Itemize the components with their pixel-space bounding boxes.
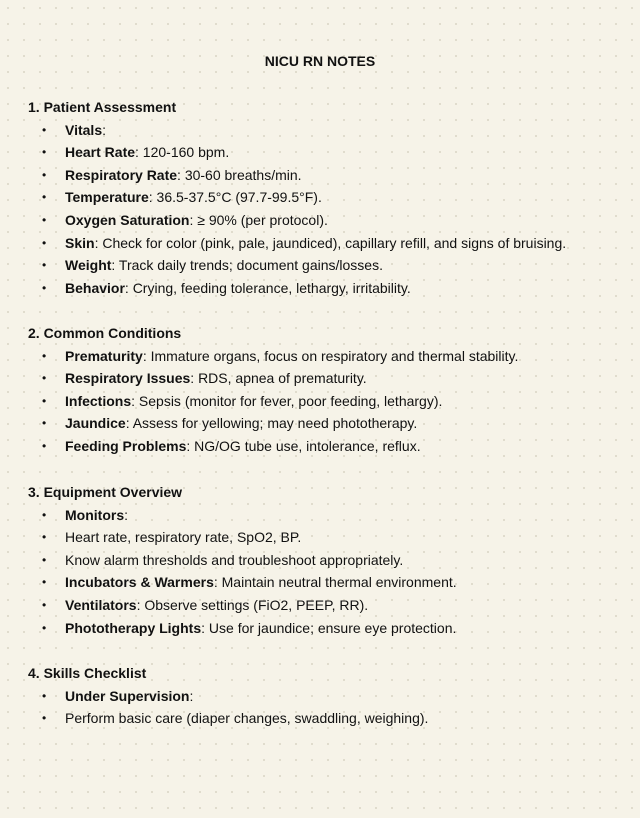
bullet-icon: • <box>42 235 47 250</box>
item-text <box>65 504 128 527</box>
item-label: Ventilators <box>65 596 137 613</box>
item-label: Prematurity <box>65 347 143 364</box>
list-item <box>28 617 628 640</box>
list-item <box>28 549 628 572</box>
item-label: Monitors <box>65 506 125 523</box>
bullet-icon: • <box>42 688 47 703</box>
item-detail: : Crying, feeding tolerance, lethargy, irritability. <box>124 279 411 296</box>
item-label: Jaundice <box>65 415 126 432</box>
page-title: NICU RN NOTES <box>264 53 376 69</box>
item-text <box>65 526 301 549</box>
item-label: Oxygen Saturation <box>65 211 190 228</box>
item-text <box>65 232 566 255</box>
item-label: Infections <box>65 392 132 409</box>
bullet-icon: • <box>42 371 47 386</box>
list-item <box>28 685 628 708</box>
item-text <box>65 549 403 572</box>
item-label: Vitals <box>65 121 103 138</box>
item-text <box>65 617 456 640</box>
list-item <box>28 254 628 277</box>
item-label: Temperature <box>65 189 149 206</box>
list-item <box>28 232 628 255</box>
bullet-icon: • <box>42 620 47 635</box>
bullet-icon: • <box>42 348 47 363</box>
list-item <box>28 390 628 413</box>
list-item <box>28 367 628 390</box>
item-detail: : <box>189 687 194 704</box>
item-text <box>65 435 421 458</box>
item-text <box>65 164 302 187</box>
item-label: Behavior <box>65 279 125 296</box>
section-heading: 1. Patient Assessment <box>28 99 177 115</box>
bullet-icon: • <box>42 393 47 408</box>
list-item <box>28 345 628 368</box>
item-detail: : Observe settings (FiO2, PEEP, RR). <box>136 596 369 613</box>
item-detail: : Maintain neutral thermal environment. <box>213 574 457 591</box>
bullet-icon: • <box>42 122 47 137</box>
list-item <box>28 119 628 142</box>
item-text <box>65 571 457 594</box>
list-item <box>28 277 628 300</box>
item-detail: : RDS, apnea of prematurity. <box>190 370 367 387</box>
item-detail: : Track daily trends; document gains/losses. <box>111 257 383 274</box>
list-item <box>28 707 628 730</box>
bullet-icon: • <box>42 575 47 590</box>
bullet-icon: • <box>42 597 47 612</box>
item-label: Weight <box>65 257 112 274</box>
item-label: Skin <box>65 234 95 251</box>
item-text <box>65 209 328 232</box>
bullet-icon: • <box>42 212 47 227</box>
item-text <box>65 254 383 277</box>
bullet-icon: • <box>42 438 47 453</box>
item-detail: : Use for jaundice; ensure eye protection. <box>201 619 457 636</box>
item-detail: : ≥ 90% (per protocol). <box>189 211 328 228</box>
item-text <box>65 186 322 209</box>
list-item <box>28 164 628 187</box>
list-item <box>28 412 628 435</box>
item-text <box>65 594 368 617</box>
section-4 <box>28 662 628 730</box>
item-detail: : Sepsis (monitor for fever, poor feeding, lethargy). <box>131 392 443 409</box>
bullet-icon: • <box>42 530 47 545</box>
bullet-icon: • <box>42 167 47 182</box>
bullet-icon: • <box>42 145 47 160</box>
section-heading: 2. Common Conditions <box>28 325 182 341</box>
list-item <box>28 186 628 209</box>
item-detail: : <box>124 506 128 523</box>
section-heading: 4. Skills Checklist <box>28 665 147 681</box>
item-detail: Heart rate, respiratory rate, SpO2, BP. <box>65 529 302 546</box>
item-detail: : Immature organs, focus on respiratory and thermal stability. <box>142 347 519 364</box>
bullet-icon: • <box>42 552 47 567</box>
item-detail: Know alarm thresholds and troubleshoot appropriately. <box>65 551 404 568</box>
item-text <box>65 119 106 142</box>
item-text <box>65 707 428 730</box>
item-text <box>65 685 193 708</box>
item-label: Under Supervision <box>65 687 190 704</box>
list-item <box>28 594 628 617</box>
item-text <box>65 412 417 435</box>
list-item <box>28 504 628 527</box>
item-detail: : NG/OG tube use, intolerance, reflux. <box>186 437 421 454</box>
bullet-icon: • <box>42 280 47 295</box>
item-detail: : 36.5-37.5°C (97.7-99.5°F). <box>148 189 322 206</box>
bullet-icon: • <box>42 190 47 205</box>
item-detail: : 30-60 breaths/min. <box>177 166 302 183</box>
item-label: Phototherapy Lights <box>65 619 202 636</box>
bullet-icon: • <box>42 711 47 726</box>
item-text <box>65 141 229 164</box>
item-text <box>65 277 411 300</box>
item-label: Feeding Problems <box>65 437 187 454</box>
bullet-icon: • <box>42 258 47 273</box>
section-3 <box>28 481 628 639</box>
item-label: Respiratory Rate <box>65 166 178 183</box>
item-label: Heart Rate <box>65 144 136 161</box>
list-item <box>28 435 628 458</box>
list-item <box>28 526 628 549</box>
item-detail: : Check for color (pink, pale, jaundiced), capillary refill, and signs of bruising. <box>94 234 567 251</box>
item-detail: : Assess for yellowing; may need phototherapy. <box>125 415 418 432</box>
list-item <box>28 571 628 594</box>
item-text <box>65 345 518 368</box>
item-detail: : <box>102 121 106 138</box>
item-text <box>65 390 442 413</box>
section-heading: 3. Equipment Overview <box>28 484 183 500</box>
list-item <box>28 141 628 164</box>
item-detail: Perform basic care (diaper changes, swaddling, weighing). <box>65 710 429 727</box>
list-item <box>28 209 628 232</box>
section-1 <box>28 96 628 299</box>
section-2 <box>28 322 628 458</box>
item-label: Respiratory Issues <box>65 370 191 387</box>
item-detail: : 120-160 bpm. <box>135 144 230 161</box>
item-label: Incubators & Warmers <box>65 574 214 591</box>
bullet-icon: • <box>42 416 47 431</box>
item-text <box>65 367 367 390</box>
bullet-icon: • <box>42 507 47 522</box>
